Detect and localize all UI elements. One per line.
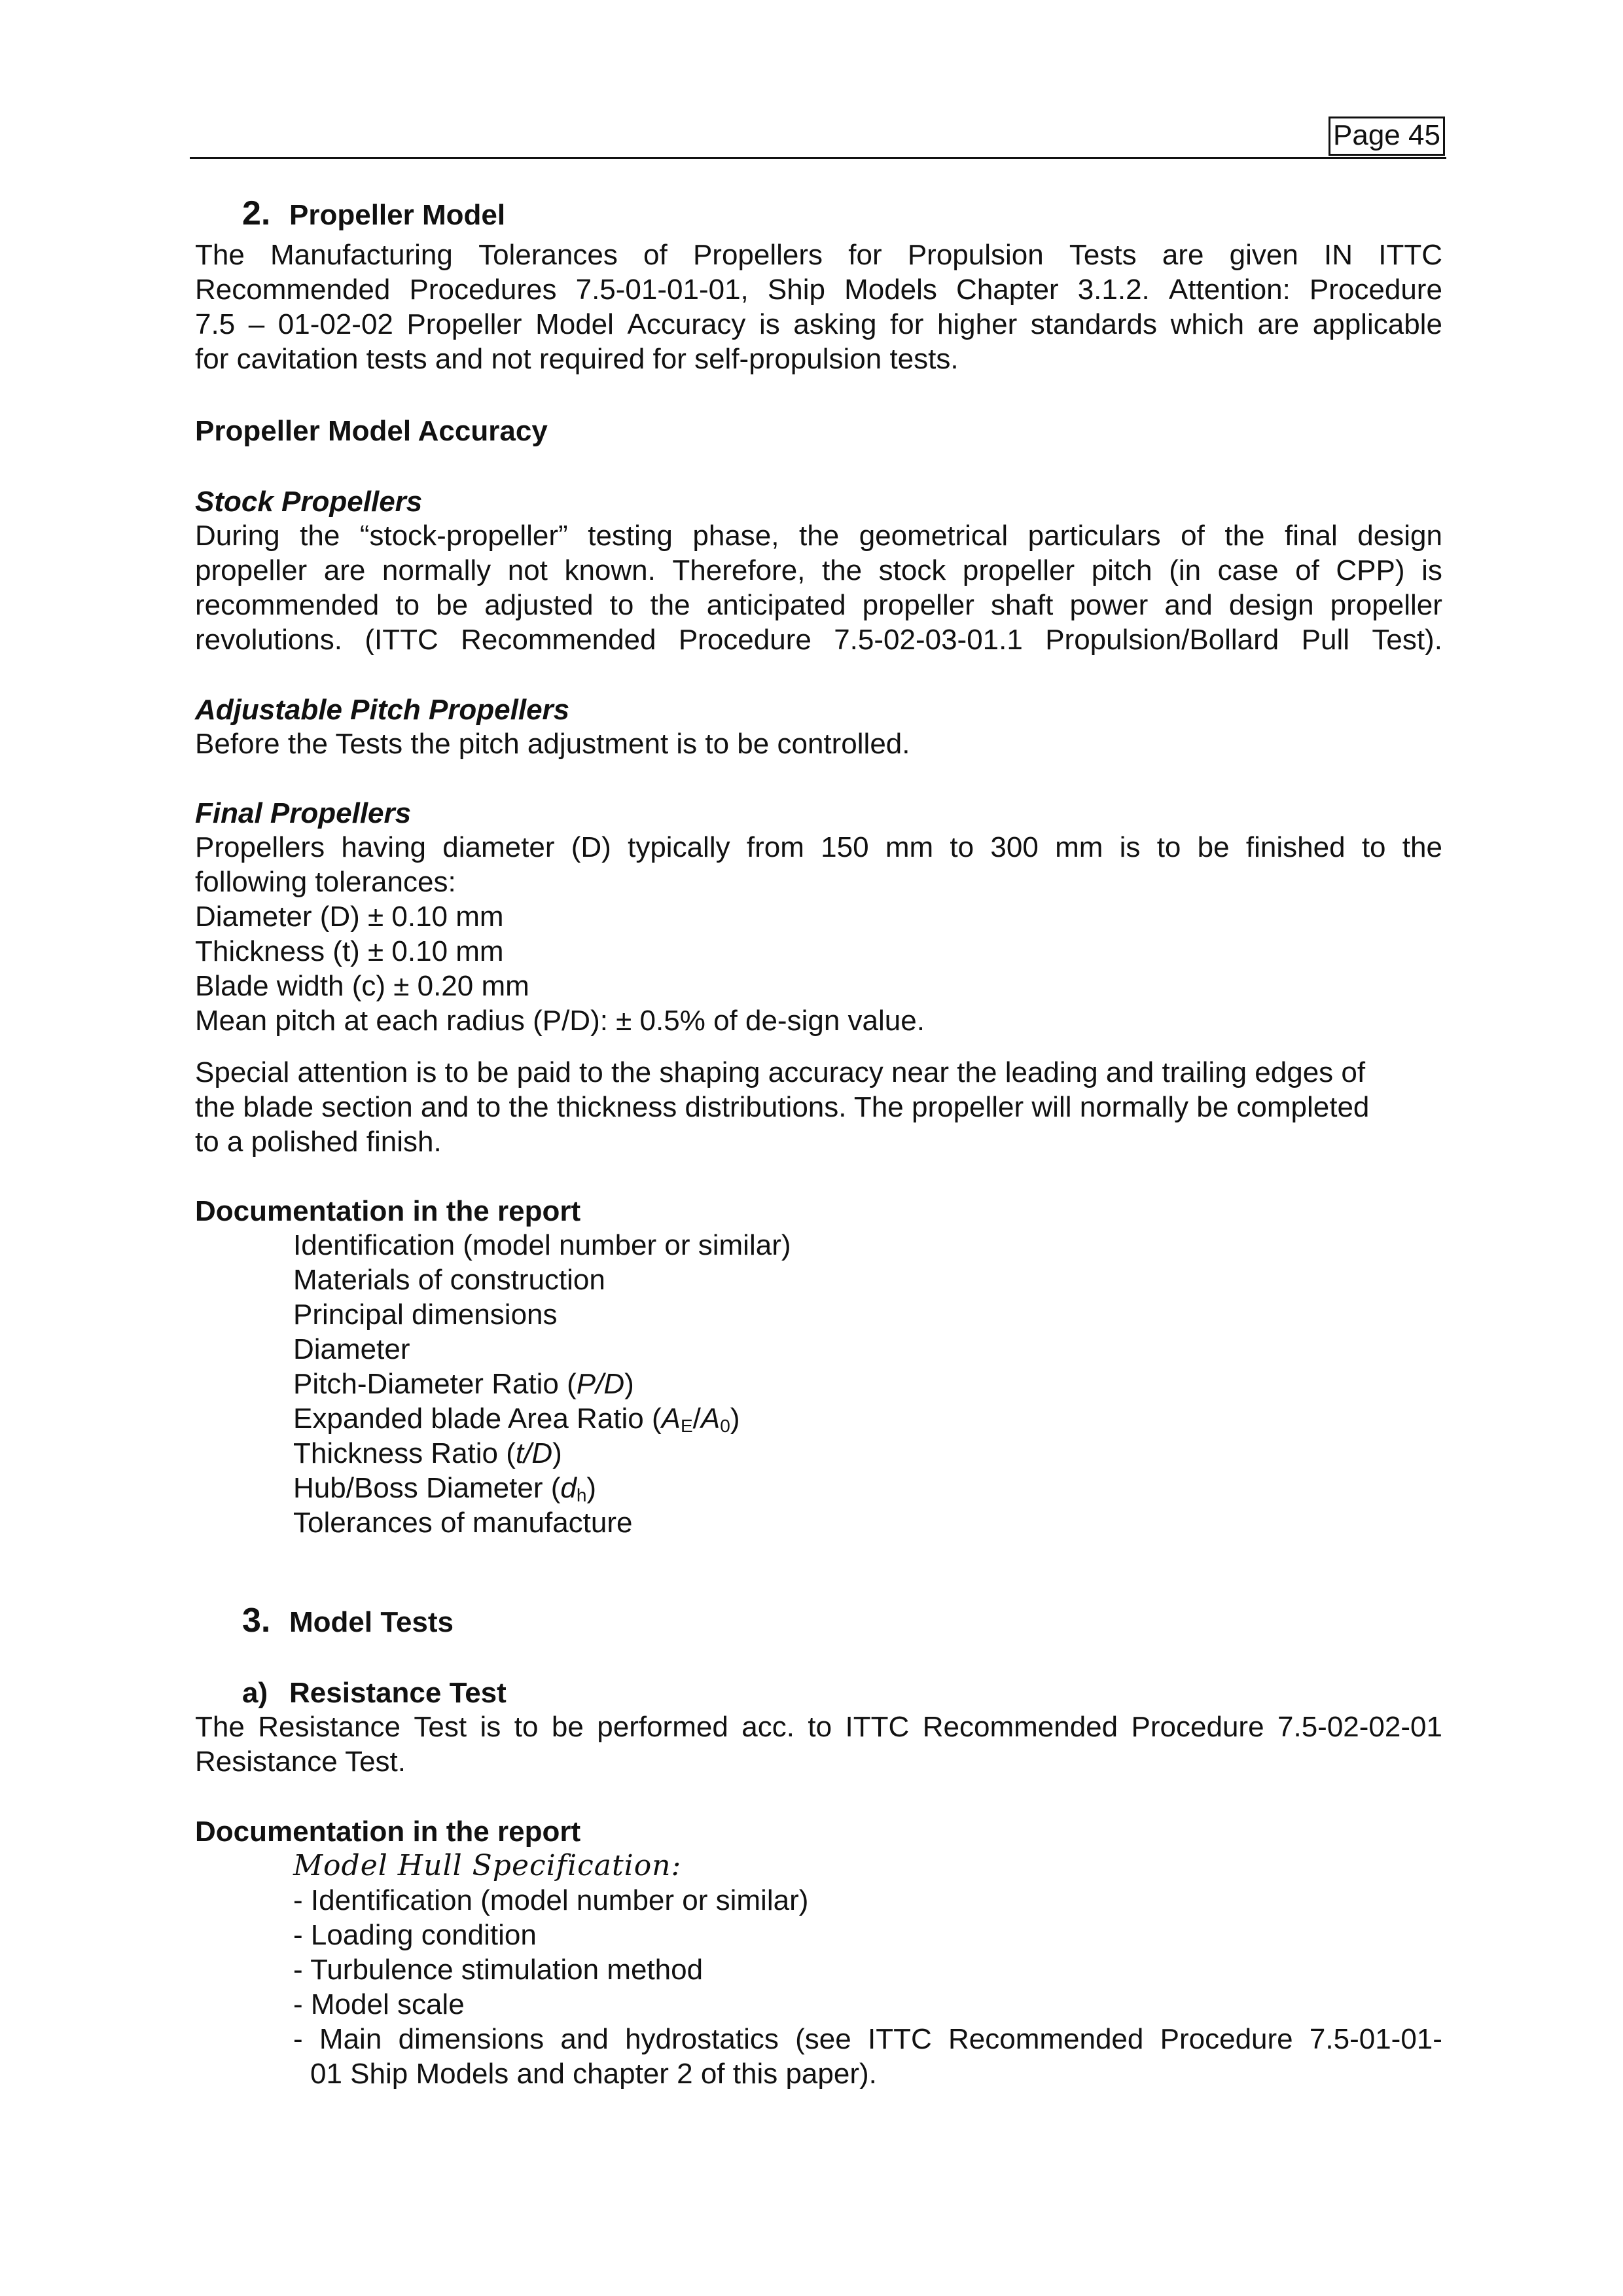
word: testing (588, 520, 673, 552)
word: Tests (1069, 239, 1137, 271)
word: not (507, 554, 548, 586)
tolerance-blade-width: Blade width (c) ± 0.20 mm (195, 970, 529, 1002)
documentation-heading-2: Documentation in the report (195, 1816, 581, 1848)
stock-line-4 (195, 622, 1442, 657)
list-item: - Loading condition (293, 1919, 537, 1951)
word: power (1069, 589, 1149, 621)
word: CPP) (1336, 554, 1405, 586)
word: the (300, 520, 340, 552)
word: are (323, 554, 366, 586)
word: mm (885, 831, 934, 863)
page-number: Page 45 (1333, 119, 1440, 151)
special-attention-text (195, 1055, 1369, 1159)
list-item: - Turbulence stimulation method (293, 1954, 704, 1986)
word: known. (564, 554, 656, 586)
tolerance-thickness: Thickness (t) ± 0.10 mm (195, 935, 504, 967)
word: Propellers (692, 239, 823, 271)
word: finished (1245, 831, 1346, 863)
intro-line-2 (195, 272, 1442, 307)
list-item-thickness-ratio: Thickness Ratio (t/D) (293, 1437, 562, 1469)
word: Recommended (461, 624, 656, 656)
word: propeller (195, 554, 308, 586)
word: is (758, 308, 780, 340)
word: The (195, 239, 245, 271)
resistance-test-heading (242, 1676, 507, 1710)
word: to (950, 831, 974, 863)
word: Recommended (922, 1711, 1118, 1743)
word: Tolerances (478, 239, 618, 271)
accuracy-heading: Propeller Model Accuracy (195, 415, 548, 447)
main-dimensions-line-2: 01 Ship Models and chapter 2 of this paper). (310, 2058, 877, 2090)
word: propeller (1330, 589, 1442, 621)
word: Procedure (1309, 274, 1442, 306)
word: Recommended (195, 274, 391, 306)
word: 150 (821, 831, 869, 863)
documentation-heading-1: Documentation in the report (195, 1195, 581, 1227)
word: phase, (692, 520, 779, 552)
section-2-title: Propeller Model (289, 199, 506, 231)
final-line-2: following tolerances: (195, 866, 456, 898)
word: and (1164, 589, 1213, 621)
list-item-pd-ratio: Pitch-Diameter Ratio (P/D) (293, 1368, 634, 1400)
list-item: Diameter (293, 1333, 410, 1365)
word: anticipated (706, 589, 846, 621)
word: Propellers (195, 831, 325, 863)
word: Propulsion (907, 239, 1044, 271)
word: – (248, 308, 265, 340)
word: Models (844, 274, 937, 306)
section-3-heading (242, 1604, 454, 1640)
list-item: Principal dimensions (293, 1299, 558, 1331)
word: the (799, 520, 840, 552)
word: design (1228, 589, 1314, 621)
word: hydrostatics (625, 2023, 779, 2055)
word: is (1119, 831, 1141, 863)
word: stock (878, 554, 946, 586)
word: design (1357, 520, 1442, 552)
word: performed (597, 1711, 728, 1743)
word: is (480, 1711, 501, 1743)
word: which (1170, 308, 1245, 340)
word: mm (1055, 831, 1103, 863)
resistance-line-2: Resistance Test. (195, 1746, 406, 1778)
word: having (341, 831, 427, 863)
word: adjusted (484, 589, 594, 621)
word: 3.1.2. (1077, 274, 1150, 306)
word: of (1181, 520, 1205, 552)
word: standards (1030, 308, 1158, 340)
word: Ship (767, 274, 825, 306)
word: given (1229, 239, 1298, 271)
word: to (808, 1711, 832, 1743)
stock-propellers-text (195, 518, 1442, 657)
tolerance-mean-pitch: Mean pitch at each radius (P/D): ± 0.5% of de-sign value. (195, 1005, 925, 1037)
word: are (1162, 239, 1204, 271)
special-line-3: to a polished finish. (195, 1126, 442, 1158)
word: Main (319, 2023, 382, 2055)
list-item-area-ratio: Expanded blade Area Ratio $(A_E/A_0)$ (293, 1403, 740, 1436)
word: IN (1324, 239, 1353, 271)
word: Model (535, 308, 614, 340)
final-propellers-text (195, 830, 1442, 1038)
word: pitch (1091, 554, 1152, 586)
word: of (643, 239, 668, 271)
list-item: Tolerances of manufacture (293, 1507, 633, 1539)
word: to (514, 1711, 539, 1743)
special-line-1: Special attention is to be paid to the shaping accuracy near the leading and trailing edges of (195, 1056, 1366, 1088)
adjustable-pitch-heading: Adjustable Pitch Propellers (195, 694, 570, 726)
word: to (395, 589, 420, 621)
word: be (1197, 831, 1230, 863)
word: Chapter (956, 274, 1059, 306)
list-item-hub-diameter: Hub/Boss Diameter $(d_h)$ (293, 1472, 597, 1505)
main-dimensions-line-1 (293, 2022, 1442, 2056)
page-number-box (1329, 117, 1445, 156)
list-item: - Identification (model number or similar) (293, 1884, 809, 1916)
word: the (1402, 831, 1442, 863)
word: final (1285, 520, 1338, 552)
word: propeller (862, 589, 974, 621)
word: Pull (1301, 624, 1349, 656)
word: 7.5-01-01-01, (575, 274, 749, 306)
word: the (1224, 520, 1265, 552)
hull-spec-heading: Model Hull Specification: (293, 1849, 682, 1882)
stock-line-2 (195, 553, 1442, 588)
word: (see (795, 2023, 851, 2055)
header-rule (190, 157, 1446, 159)
word: applicable (1312, 308, 1442, 340)
word: Therefore, (672, 554, 806, 586)
word: (ITTC (365, 624, 438, 656)
word: Procedure (1131, 1711, 1264, 1743)
word: asking (793, 308, 877, 340)
subsection-label: a) (242, 1677, 268, 1709)
word: Manufacturing (270, 239, 453, 271)
word: are (1257, 308, 1300, 340)
word: diameter (442, 831, 555, 863)
word: 7.5-02-03-01.1 (834, 624, 1023, 656)
word: Resistance (258, 1711, 401, 1743)
word: (D) (571, 831, 611, 863)
word: - (293, 2023, 303, 2055)
word: “stock-propeller” (359, 520, 568, 552)
list-item: Materials of construction (293, 1264, 605, 1296)
intro-line-3 (195, 307, 1442, 342)
list-item: Identification (model number or similar) (293, 1229, 791, 1261)
resistance-line-1 (195, 1710, 1442, 1744)
word: dimensions (398, 2023, 544, 2055)
tolerance-diameter: Diameter (D) ± 0.10 mm (195, 901, 504, 933)
word: be (436, 589, 469, 621)
intro-line-4: for cavitation tests and not required for self-propulsion tests. (195, 343, 959, 375)
word: Propeller (406, 308, 522, 340)
final-propellers-heading: Final Propellers (195, 797, 412, 829)
adjustable-pitch-text: Before the Tests the pitch adjustment is to be controlled. (195, 728, 910, 760)
word: ITTC (1378, 239, 1442, 271)
word: for (848, 239, 882, 271)
list-item: - Model scale (293, 1988, 465, 2020)
documentation-list-2 (293, 1848, 1442, 2091)
special-line-2: the blade section and to the thickness distributions. The propeller will normally be completed (195, 1091, 1370, 1123)
stock-propellers-heading: Stock Propellers (195, 486, 423, 518)
word: case (1217, 554, 1279, 586)
final-line-1 (195, 830, 1442, 865)
word: particulars (1027, 520, 1161, 552)
section-2-intro (195, 238, 1442, 376)
word: to (609, 589, 634, 621)
word: Recommended (948, 2023, 1144, 2055)
word: recommended (195, 589, 380, 621)
word: Procedure (678, 624, 812, 656)
word: the (650, 589, 690, 621)
word: and (560, 2023, 609, 2055)
word: from (746, 831, 804, 863)
word: Propulsion/Bollard (1045, 624, 1279, 656)
word: 01-02-02 (277, 308, 393, 340)
word: of (1295, 554, 1319, 586)
word: 7.5-01-01- (1309, 2023, 1442, 2055)
stock-line-3 (195, 588, 1442, 622)
word: Procedures (409, 274, 557, 306)
documentation-list-1 (293, 1228, 791, 1540)
word: revolutions. (195, 624, 343, 656)
word: 7.5 (195, 308, 236, 340)
word: ITTC (867, 2023, 932, 2055)
word: for (890, 308, 924, 340)
word: geometrical (859, 520, 1008, 552)
word: 300 (990, 831, 1039, 863)
resistance-test-text (195, 1710, 1442, 1779)
word: (in (1169, 554, 1202, 586)
word: Procedure (1160, 2023, 1293, 2055)
word: typically (628, 831, 730, 863)
stock-line-1 (195, 518, 1442, 553)
word: acc. (741, 1711, 794, 1743)
word: Test). (1372, 624, 1442, 656)
word: to (1361, 831, 1386, 863)
word: shaft (990, 589, 1054, 621)
section-3-title: Model Tests (289, 1606, 454, 1638)
word: be (551, 1711, 584, 1743)
section-2-heading (242, 196, 505, 232)
section-3-number: 3. (242, 1602, 271, 1640)
word: Test (414, 1711, 467, 1743)
word: normally (382, 554, 491, 586)
word: During (195, 520, 280, 552)
intro-line-1 (195, 238, 1442, 272)
word: to (1156, 831, 1181, 863)
word: The (195, 1711, 245, 1743)
word: is (1421, 554, 1442, 586)
word: higher (936, 308, 1018, 340)
section-2-number: 2. (242, 194, 271, 232)
subsection-title: Resistance Test (289, 1677, 507, 1709)
word: propeller (962, 554, 1075, 586)
word: Attention: (1168, 274, 1291, 306)
word: Accuracy (627, 308, 746, 340)
word: ITTC (845, 1711, 910, 1743)
word: 7.5-02-02-01 (1277, 1711, 1442, 1743)
word: the (821, 554, 863, 586)
